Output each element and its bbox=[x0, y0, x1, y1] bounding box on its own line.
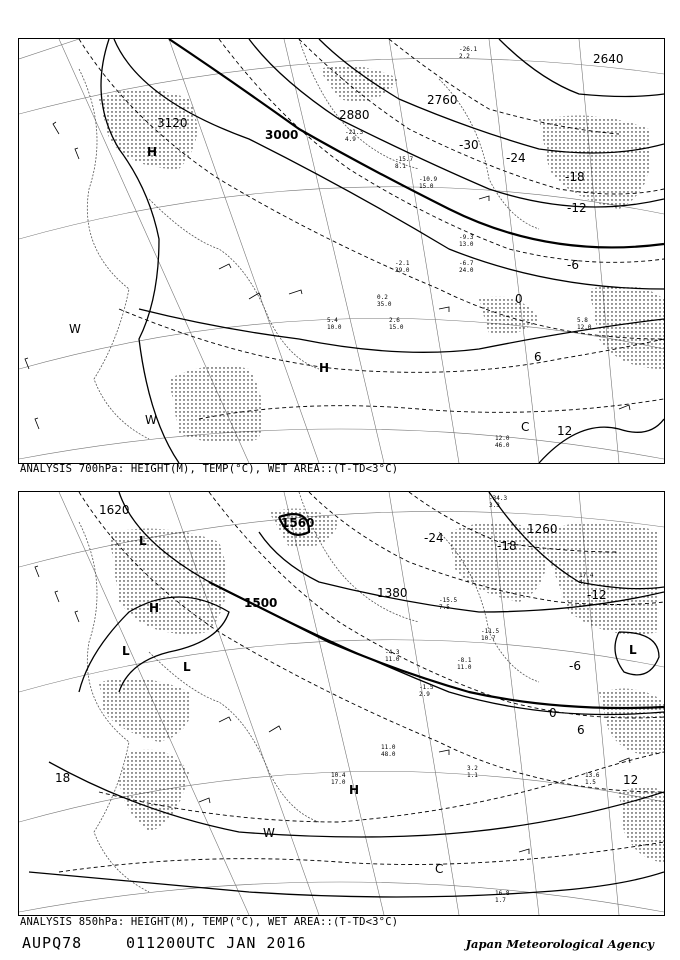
height-label: 1620 bbox=[99, 503, 130, 517]
cold-center-label: C bbox=[521, 420, 530, 434]
station-dewpoint-depression: 10.0 bbox=[327, 324, 342, 331]
map-panel-850hpa bbox=[18, 491, 665, 916]
station-temp: 12.0 bbox=[495, 435, 510, 442]
high-center-label: H bbox=[319, 361, 330, 375]
station-dewpoint-depression: 4.9 bbox=[345, 136, 356, 143]
station-temp: 2.6 bbox=[389, 317, 400, 324]
low-center-label: L bbox=[122, 644, 130, 658]
agency-credit: Japan Meteorological Agency bbox=[465, 937, 654, 951]
temp-label: -24 bbox=[506, 151, 526, 165]
temp-label: -12 bbox=[567, 201, 587, 215]
temp-label: -18 bbox=[565, 170, 585, 184]
station-dewpoint-depression: 24.0 bbox=[459, 267, 474, 274]
height-label: 1560 bbox=[281, 516, 315, 530]
station-temp: 3.2 bbox=[467, 765, 478, 772]
station-temp: 17.4 bbox=[579, 572, 594, 579]
valid-time: 011200UTC JAN 2016 bbox=[126, 934, 307, 952]
station-dewpoint-depression: 1.5 bbox=[585, 779, 596, 786]
station-temp: -10.9 bbox=[419, 176, 438, 183]
station-temp: -2.1 bbox=[395, 260, 410, 267]
wind-barbs bbox=[25, 122, 630, 429]
temp-label: 6 bbox=[577, 723, 585, 737]
height-label: 1380 bbox=[377, 586, 408, 600]
station-dewpoint-depression: 7.5 bbox=[439, 604, 450, 611]
station-temp: 16.8 bbox=[495, 890, 510, 897]
station-dewpoint-depression: 15.0 bbox=[389, 324, 404, 331]
station-temp: -11.5 bbox=[481, 628, 500, 635]
temp-label: 12 bbox=[557, 424, 573, 438]
station-temp: -8.1 bbox=[457, 657, 472, 664]
station-temp: 11.0 bbox=[381, 744, 396, 751]
height-label: 2640 bbox=[593, 52, 624, 66]
station-temp: -6.7 bbox=[459, 260, 474, 267]
product-code: AUPQ78 bbox=[22, 934, 83, 952]
station-dewpoint-depression: 12.0 bbox=[577, 324, 592, 331]
station-dewpoint-depression: 4.1 bbox=[579, 579, 590, 586]
temp-label: -6 bbox=[567, 258, 579, 272]
height-label: 2880 bbox=[339, 108, 370, 122]
station-dewpoint-depression: 1.1 bbox=[467, 772, 478, 779]
temp-label: 12 bbox=[623, 773, 639, 787]
warm-center-label: W bbox=[145, 413, 157, 427]
station-dewpoint-depression: 11.0 bbox=[385, 656, 400, 663]
temp-label: 0 bbox=[515, 292, 523, 306]
chart-caption-850hpa: ANALYSIS 850hPa: HEIGHT(M), TEMP(°C), WET AREA::(T-TD<3°C) bbox=[20, 916, 399, 928]
station-dewpoint-depression: 46.0 bbox=[495, 442, 510, 449]
station-temp: 10.4 bbox=[331, 772, 346, 779]
map-panel-700hpa bbox=[18, 38, 665, 464]
low-center-label: L bbox=[183, 660, 191, 674]
high-center-label: H bbox=[349, 783, 360, 797]
station-temp: -34.3 bbox=[489, 495, 508, 502]
height-label: 3000 bbox=[265, 128, 299, 142]
temp-label: -12 bbox=[587, 588, 607, 602]
temp-label: -24 bbox=[424, 531, 444, 545]
temp-label: 0 bbox=[549, 706, 557, 720]
station-temp: 5.4 bbox=[327, 317, 338, 324]
chart-caption-700hpa: ANALYSIS 700hPa: HEIGHT(M), TEMP(°C), WET AREA::(T-TD<3°C) bbox=[20, 463, 399, 475]
station-temp: -1.5 bbox=[419, 684, 434, 691]
temp-label: -6 bbox=[569, 659, 581, 673]
warm-center-label: W bbox=[263, 826, 275, 840]
station-temp: 13.6 bbox=[585, 772, 600, 779]
station-temp: -15.5 bbox=[439, 597, 458, 604]
station-temp: -15.7 bbox=[395, 156, 414, 163]
station-dewpoint-depression: 13.0 bbox=[459, 241, 474, 248]
height-label: 1500 bbox=[244, 596, 278, 610]
station-dewpoint-depression: 1.7 bbox=[495, 897, 506, 904]
station-dewpoint-depression: 39.0 bbox=[395, 267, 410, 274]
temp-label: -30 bbox=[459, 138, 479, 152]
station-dewpoint-depression: 10.7 bbox=[481, 635, 496, 642]
temp-label: -18 bbox=[497, 539, 517, 553]
station-temp: -26.1 bbox=[459, 46, 478, 53]
station-dewpoint-depression: 48.0 bbox=[381, 751, 396, 758]
station-temp: -21.3 bbox=[345, 129, 364, 136]
temp-label: 6 bbox=[534, 350, 542, 364]
cold-center-label: C bbox=[435, 862, 444, 876]
station-dewpoint-depression: 35.0 bbox=[377, 301, 392, 308]
height-label: 2760 bbox=[427, 93, 458, 107]
high-center-label: H bbox=[149, 601, 160, 615]
station-dewpoint-depression: 2.2 bbox=[459, 53, 470, 60]
station-temp: 5.8 bbox=[577, 317, 588, 324]
station-dewpoint-depression: 15.0 bbox=[419, 183, 434, 190]
height-label: 3120 bbox=[157, 116, 188, 130]
station-temp: 0.2 bbox=[377, 294, 388, 301]
station-temp: -9.3 bbox=[459, 234, 474, 241]
high-center-label: H bbox=[147, 145, 158, 159]
map-700hpa bbox=[19, 39, 664, 463]
station-dewpoint-depression: 2.9 bbox=[419, 691, 430, 698]
station-dewpoint-depression: 17.0 bbox=[331, 779, 346, 786]
map-850hpa bbox=[19, 492, 664, 915]
station-dewpoint-depression: 3.3 bbox=[489, 502, 500, 509]
station-dewpoint-depression: 8.1 bbox=[395, 163, 406, 170]
low-center-label: L bbox=[139, 534, 147, 548]
height-label: 1260 bbox=[527, 522, 558, 536]
warm-center-label: W bbox=[69, 322, 81, 336]
station-dewpoint-depression: 11.0 bbox=[457, 664, 472, 671]
temp-label: 18 bbox=[55, 771, 71, 785]
station-temp: -4.3 bbox=[385, 649, 400, 656]
low-center-label: L bbox=[629, 643, 637, 657]
